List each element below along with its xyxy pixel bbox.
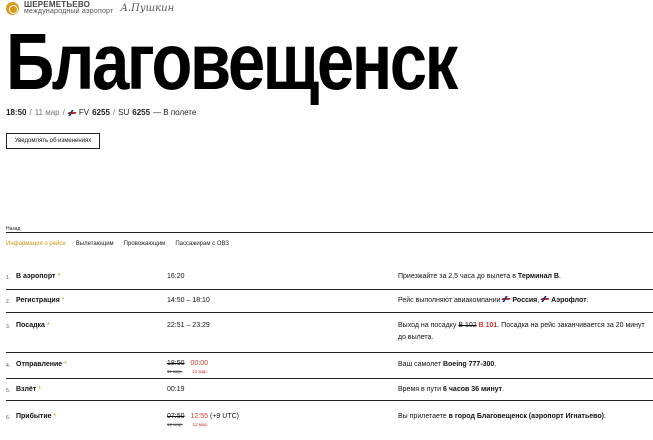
flight-summary bbox=[6, 108, 196, 117]
info-tabs bbox=[6, 241, 229, 247]
row-number: 1. bbox=[6, 275, 11, 281]
row-time: 18:50 00:00 bbox=[167, 360, 209, 367]
separator: / bbox=[62, 108, 65, 117]
row-number: 4. bbox=[6, 363, 11, 369]
timeline-row-takeoff bbox=[6, 378, 653, 401]
row-info: Ваш самолет Boeing 777-300. bbox=[398, 361, 497, 368]
row-time: 22:51 – 23:29 bbox=[167, 322, 210, 329]
logo-signature: А.Пушкин bbox=[120, 2, 175, 14]
flight-code-1-number: 6255 bbox=[92, 108, 110, 117]
row-label: Посадка * bbox=[16, 322, 50, 329]
new-gate: B 101 bbox=[478, 322, 498, 329]
row-info: Приезжайте за 2,5 часа до вылета в Терминал В. bbox=[398, 273, 561, 280]
tab-reduced-mobility[interactable]: Пассажирам с ОВЗ bbox=[175, 241, 229, 247]
row-time: 07:50 12:55 (+9 UTC) bbox=[167, 413, 239, 420]
timeline-row-arrival bbox=[6, 400, 653, 440]
row-label: В аэропорт * bbox=[16, 273, 61, 280]
row-info: Рейс выполняют авиакомпании Россия, Аэрофлот. bbox=[398, 297, 589, 304]
destination-airport-link[interactable]: в город Благовещенск (аэропорт Игнатьево) bbox=[448, 413, 604, 420]
flight-code-1-prefix: FV bbox=[78, 108, 90, 117]
info-star-icon: * bbox=[64, 361, 67, 368]
destination-city-title: Благовещенск bbox=[6, 17, 456, 106]
rossiya-airline-icon bbox=[68, 110, 76, 116]
row-label: Отправление * bbox=[16, 361, 67, 368]
separator: / bbox=[29, 108, 32, 117]
aeroflot-airline-icon bbox=[541, 296, 549, 302]
row-info: Время в пути 6 часов 36 минут. bbox=[398, 386, 505, 393]
row-number: 5. bbox=[6, 388, 11, 394]
flight-status: — В полете bbox=[153, 108, 197, 117]
logo-subtitle: международный аэропорт bbox=[24, 8, 114, 15]
info-star-icon: * bbox=[57, 273, 61, 280]
row-time: 00:19 bbox=[167, 386, 185, 393]
row-time: 16:20 bbox=[167, 273, 185, 280]
airport-logo[interactable] bbox=[6, 1, 174, 15]
flight-duration: 6 часов 36 минут bbox=[443, 386, 503, 393]
timeline-row-departure bbox=[6, 352, 653, 379]
airline-rossiya[interactable]: Россия bbox=[512, 297, 538, 304]
row-time: 14:50 – 18:10 bbox=[167, 297, 210, 304]
rossiya-airline-icon bbox=[502, 296, 510, 302]
sheremetyevo-logo-icon bbox=[6, 2, 19, 15]
separator: / bbox=[112, 108, 116, 117]
row-number: 3. bbox=[6, 324, 11, 330]
timeline-row-airport bbox=[6, 266, 653, 290]
row-info: Выход на посадку B 102 B 101. Посадка на рейс заканчивается за 20 минут до вылета. bbox=[398, 322, 645, 341]
flight-time: 18:50 bbox=[6, 108, 27, 117]
back-link[interactable]: Назад bbox=[6, 226, 21, 232]
notify-changes-button[interactable]: Уведомлять об изменениях bbox=[6, 133, 100, 149]
row-number: 6. bbox=[6, 415, 11, 421]
airline-aeroflot[interactable]: Аэрофлот bbox=[551, 297, 587, 304]
timeline-row-registration bbox=[6, 289, 653, 313]
aircraft-link[interactable]: Boeing 777-300 bbox=[442, 361, 495, 368]
row-dates: 11 мар. 12 мар. bbox=[167, 369, 208, 374]
tab-seeing-off[interactable]: Провожающим bbox=[123, 241, 166, 247]
info-star-icon: * bbox=[38, 386, 41, 393]
tab-departing[interactable]: Вылетающим bbox=[75, 241, 114, 247]
row-number: 2. bbox=[6, 299, 11, 305]
info-star-icon: * bbox=[46, 322, 50, 329]
row-dates: 12 мар. 12 мар. bbox=[167, 422, 209, 427]
flight-code-2-prefix: SU bbox=[118, 108, 130, 117]
row-label: Взлёт * bbox=[16, 386, 41, 393]
logo-wordmark bbox=[24, 1, 113, 15]
old-gate: B 102 bbox=[458, 322, 477, 329]
terminal-link[interactable]: Терминал В bbox=[517, 273, 559, 280]
info-star-icon: * bbox=[53, 413, 57, 420]
timeline-row-boarding bbox=[6, 312, 653, 353]
row-info: Вы прилетаете в город Благовещенск (аэропорт Игнатьево). bbox=[398, 413, 606, 420]
flight-code-2-number: 6255 bbox=[132, 108, 151, 117]
info-star-icon: * bbox=[61, 297, 65, 304]
logo-name: ШЕРЕМЕТЬЕВО bbox=[24, 0, 91, 9]
tab-flight-info[interactable]: Информация о рейсе bbox=[6, 241, 66, 247]
flight-date: 11 мар bbox=[34, 108, 60, 117]
row-label: Прибытие * bbox=[16, 413, 57, 420]
section-divider bbox=[6, 232, 653, 233]
row-label: Регистрация * bbox=[16, 297, 65, 304]
